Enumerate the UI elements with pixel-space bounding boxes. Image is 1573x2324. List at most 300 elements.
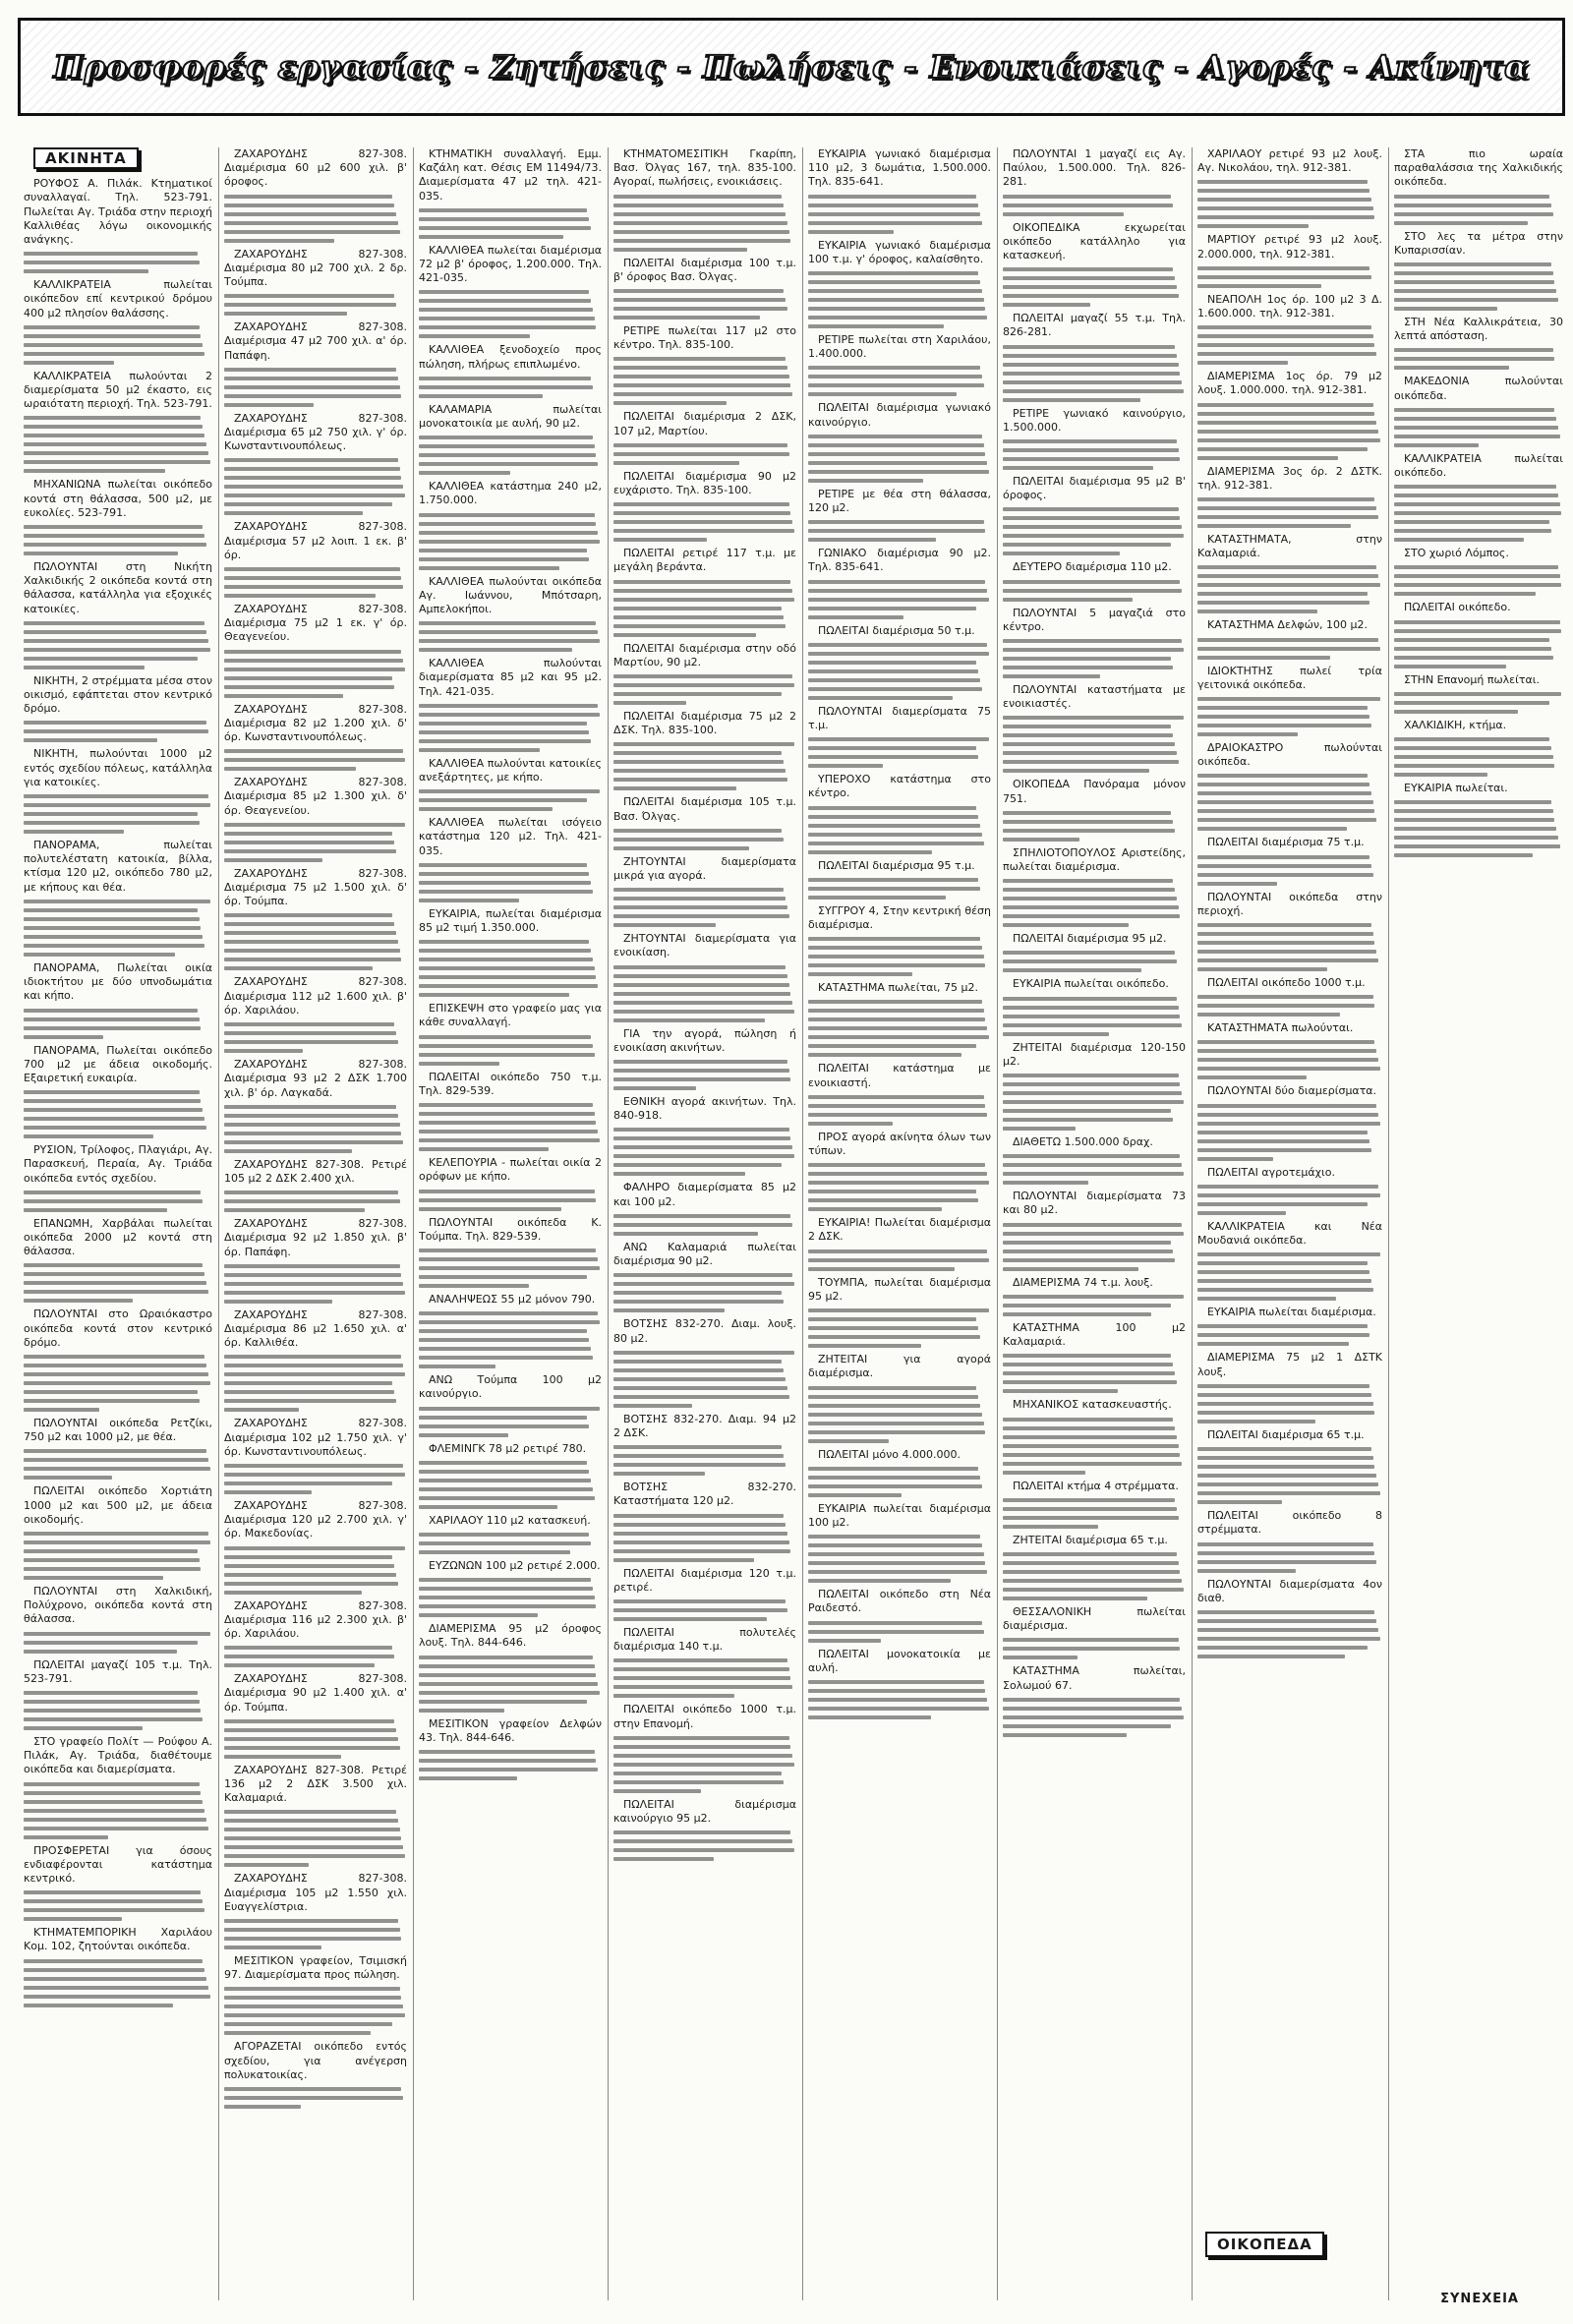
text-line	[1394, 538, 1524, 542]
text-line	[419, 730, 589, 734]
classified-ad-filler	[224, 294, 407, 316]
text-line	[1003, 1715, 1184, 1719]
text-line	[224, 2022, 392, 2026]
text-line	[24, 334, 201, 338]
text-line	[24, 543, 206, 547]
text-line	[1197, 574, 1378, 578]
text-line	[24, 460, 210, 464]
text-line	[1197, 1542, 1373, 1546]
text-line	[419, 1356, 593, 1360]
text-line	[808, 392, 957, 396]
text-line	[419, 1709, 504, 1713]
classified-ad: ΠΩΛΟΥΝΤΑΙ οικόπεδα Ρετζίκι, 750 μ2 και 1000 μ2, με θέα.	[24, 1416, 212, 1444]
text-line	[1197, 215, 1374, 219]
text-line	[1003, 1733, 1127, 1737]
text-line	[808, 1467, 978, 1471]
text-line	[613, 1676, 790, 1680]
text-line	[419, 531, 598, 535]
text-line	[224, 2087, 401, 2091]
text-line	[224, 767, 356, 771]
text-line	[613, 615, 784, 619]
text-line	[1003, 1181, 1088, 1185]
text-line	[224, 1719, 394, 1723]
column-divider	[413, 147, 414, 2300]
text-line	[1197, 818, 1376, 822]
text-line	[224, 221, 398, 225]
classified-ad-filler	[24, 1782, 212, 1839]
text-line	[24, 926, 201, 930]
classified-ad: ΕΥΚΑΙΡΙΑ πωλείται διαμέρισμα.	[1207, 1306, 1376, 1319]
text-line	[1003, 1426, 1175, 1430]
text-line	[224, 239, 334, 243]
classified-ad: ΦΛΕΜΙΝΓΚ 78 μ2 ρετιρέ 780.	[429, 1441, 587, 1455]
text-line	[613, 461, 739, 465]
classified-ad: ΚΑΛΛΙΘΕΑ πωλούνται οικόπεδα Αγ. Ιωάννου, Μπότσαρη, Αμπελοκήποι.	[419, 574, 602, 616]
text-line	[1197, 882, 1277, 886]
classified-ad: ΑΝΩ Καλαμαριά πωλείται διαμέρισμα 90 μ2.	[613, 1240, 796, 1268]
text-line	[224, 758, 405, 762]
text-line	[224, 1199, 400, 1203]
classified-ad: ΖΑΧΑΡΟΥΔΗΣ 827-308. Διαμέρισμα 86 μ2 1.650 χιλ. α' όρ. Καλλιθέα.	[224, 1307, 407, 1350]
text-line	[613, 375, 789, 378]
classified-ad: ΠΩΛΕΙΤΑΙ οικόπεδο 1000 τ.μ.	[1207, 976, 1366, 990]
text-line	[613, 1282, 794, 1286]
classified-ad: ΚΤΗΜΑΤΟΜΕΣΙΤΙΚΗ Γκαρίπη, Βασ. Όλγας 167, τηλ. 835-100. Αγοραί, πωλήσεις, ενοικιάσεις.	[613, 147, 796, 189]
text-line	[224, 922, 394, 926]
text-line	[808, 1308, 989, 1312]
text-line	[419, 1130, 598, 1133]
classifieds-column-4	[613, 147, 796, 2300]
text-line	[1394, 773, 1487, 777]
classified-ad-filler	[808, 366, 991, 396]
text-line	[1197, 352, 1376, 356]
text-line	[613, 786, 736, 790]
text-line	[24, 1108, 203, 1112]
classified-ad-filler	[224, 823, 407, 862]
classified-ad-filler	[24, 1632, 212, 1654]
text-line	[1003, 1091, 1182, 1095]
text-line	[1003, 212, 1124, 216]
text-line	[1003, 1444, 1179, 1448]
text-line	[613, 1772, 782, 1775]
classified-ad: ΠΑΝΟΡΑΜΑ, πωλείται πολυτελέστατη κατοικία, βίλλα, κτίσμα 120 μ2, οικόπεδο 780 μ2, με κήπους και θέα.	[24, 839, 212, 894]
text-line	[613, 1667, 789, 1671]
text-line	[1197, 206, 1373, 210]
text-line	[419, 1587, 593, 1591]
classified-ad-filler	[1197, 1324, 1382, 1346]
section-header-oikopeda: ΟΙΚΟΠΕΔΑ	[1205, 2232, 1324, 2257]
text-line	[419, 872, 589, 876]
classified-ad: ΔΙΑΜΕΡΙΣΜΑ 1ος όρ. 79 μ2 λουξ. 1.000.000. τηλ. 912-381.	[1197, 370, 1382, 397]
classifieds-column-2	[224, 147, 407, 2300]
text-line	[808, 1476, 980, 1480]
text-line	[613, 1386, 787, 1390]
text-line	[419, 1311, 598, 1315]
classified-ad: ΑΓΟΡΑΖΕΤΑΙ οικόπεδο εντός σχεδίου, για ανέγερση πολυκατοικίας.	[224, 2040, 407, 2081]
text-line	[808, 669, 978, 673]
text-line	[224, 303, 396, 307]
text-line	[224, 1381, 392, 1385]
text-line	[24, 1090, 200, 1094]
text-line	[419, 1700, 587, 1704]
text-line	[224, 312, 347, 316]
classified-ad: ΔΙΑΜΕΡΙΣΜΑ 75 μ2 1 ΔΣΤΚ λουξ.	[1197, 1351, 1382, 1378]
classified-ad-filler	[419, 1461, 602, 1509]
classified-ad: ΘΕΣΣΑΛΟΝΙΚΗ πωλείται διαμέρισμα.	[1003, 1604, 1186, 1633]
text-line	[613, 888, 784, 892]
classified-ad: ΠΩΛΕΙΤΑΙ οικόπεδο 8 στρέμματα.	[1197, 1509, 1382, 1537]
text-line	[1003, 195, 1171, 199]
text-line	[1003, 380, 1182, 384]
text-line	[613, 1839, 792, 1843]
classified-ad-filler	[1003, 1638, 1186, 1659]
text-line	[808, 764, 883, 768]
text-line	[808, 1335, 980, 1339]
text-line	[1003, 674, 1100, 678]
classified-ad: ΣΤΟ γραφείο Πολίτ — Ρούφου Α. Πιλάκ, Αγ. Τριάδα, διαθέτουμε οικόπεδα και διαμερίσματα.	[24, 1734, 212, 1776]
classified-ad-filler	[224, 1546, 407, 1595]
text-line	[808, 1715, 931, 1719]
text-line	[808, 1000, 982, 1004]
text-line	[1394, 656, 1553, 660]
text-line	[1197, 456, 1338, 460]
text-line	[1197, 1279, 1371, 1283]
text-line	[24, 1959, 203, 1963]
classified-ad-filler	[1197, 697, 1382, 736]
page-title: Προσφορές εργασίας - Ζητήσεις - Πωλήσεις - Ενοικιάσεις - Αγορές - Ακίνητα	[53, 48, 1530, 86]
text-line	[419, 1505, 557, 1509]
classified-ad-filler	[1197, 923, 1382, 971]
text-line	[1003, 363, 1179, 367]
text-line	[24, 1281, 206, 1285]
text-line	[1197, 932, 1373, 936]
text-line	[1197, 809, 1374, 813]
column-divider	[1388, 147, 1389, 2300]
text-line	[419, 1035, 591, 1039]
text-line	[808, 972, 912, 976]
text-line	[1003, 285, 1177, 289]
text-line	[419, 540, 600, 544]
classified-ad-filler	[224, 1919, 407, 1949]
classified-ad-filler	[419, 863, 602, 902]
classified-ad: ΠΩΛΟΥΝΤΑΙ διαμερίσματα 4ον διαθ.	[1197, 1577, 1382, 1604]
text-line	[24, 1809, 204, 1813]
text-line	[1394, 701, 1549, 705]
classified-ad-filler	[808, 737, 991, 768]
text-line	[613, 1018, 765, 1022]
text-line	[613, 1857, 714, 1861]
text-line	[24, 269, 148, 273]
classified-ad: ΠΩΛΟΥΝΤΑΙ 5 μαγαζιά στο κέντρο.	[1003, 606, 1186, 633]
classified-ad-filler	[419, 1578, 602, 1617]
classified-ad: ΕΥΖΩΝΩΝ 100 μ2 ρετιρέ 2.000.	[429, 1558, 601, 1572]
classified-ad-filler	[1003, 1418, 1186, 1475]
text-line	[419, 1596, 595, 1599]
text-line	[808, 963, 985, 967]
text-line	[224, 685, 394, 689]
text-line	[24, 1968, 204, 1972]
text-line	[1394, 755, 1553, 759]
text-line	[1003, 1074, 1179, 1077]
classified-ad: ΚΑΤΑΣΤΗΜΑΤΑ πωλούνται.	[1207, 1021, 1354, 1035]
classified-ad-filler	[1003, 507, 1186, 555]
text-line	[24, 1632, 210, 1636]
text-line	[224, 1810, 396, 1814]
classified-ad: ΟΙΚΟΠΕΔΙΚΑ εκχωρείται οικόπεδο κατάλληλο για κατασκευή.	[1003, 220, 1186, 262]
text-line	[24, 361, 114, 365]
classified-ad-filler	[1394, 692, 1563, 714]
text-line	[1003, 1507, 1177, 1511]
text-line	[808, 366, 980, 370]
text-line	[1003, 1380, 1177, 1384]
classified-ad: ΚΑΛΛΙΘΕΑ πωλούνται κατοικίες ανεξάρτητες, με κήπο.	[419, 756, 602, 784]
text-line	[1003, 1525, 1098, 1529]
text-line	[808, 1621, 982, 1625]
classified-ad: ΠΩΛΕΙΤΑΙ διαμέρισμα στην οδό Μαρτίου, 90 μ2.	[613, 641, 796, 668]
classified-ad-filler	[1003, 580, 1186, 602]
classifieds-column-3	[419, 147, 602, 2300]
classified-ad: ΠΩΛΟΥΝΤΑΙ διαμερίσματα 75 τ.μ.	[808, 704, 991, 732]
text-line	[224, 931, 396, 935]
text-line	[224, 1273, 401, 1277]
text-line	[419, 630, 598, 634]
classifieds-column-8	[1394, 147, 1563, 2300]
text-line	[419, 1365, 495, 1368]
text-line	[1003, 1267, 1138, 1271]
text-line	[224, 1372, 405, 1376]
text-line	[1197, 583, 1380, 587]
classified-ad-filler	[613, 1445, 796, 1476]
text-line	[419, 1053, 595, 1057]
text-line	[1003, 1698, 1180, 1702]
text-line	[224, 1655, 394, 1658]
classified-ad-filler	[24, 621, 212, 669]
text-line	[419, 1062, 499, 1066]
text-line	[1197, 1122, 1380, 1126]
classified-ad: ΚΑΤΑΣΤΗΜΑ 100 μ2 Καλαμαριά.	[1003, 1320, 1186, 1349]
text-line	[613, 1232, 758, 1236]
text-line	[419, 789, 600, 793]
classified-ad: ΡΕΤΙΡΕ πωλείται 117 μ2 στο κέντρο. Τηλ. 835-100.	[613, 324, 796, 352]
text-line	[1197, 1402, 1373, 1406]
classified-ad-filler	[613, 1351, 796, 1408]
text-line	[808, 212, 980, 216]
text-line	[419, 1407, 600, 1411]
classified-ad-filler	[1197, 1104, 1382, 1161]
classified-ad: ΕΥΚΑΙΡΙΑ γωνιακό διαμέρισμα 100 τ.μ. γ' όροφος, καλαίσθητο.	[808, 238, 991, 265]
text-line	[1197, 1619, 1376, 1623]
classified-ad-filler	[24, 1532, 212, 1580]
text-line	[613, 905, 787, 909]
text-line	[808, 1317, 976, 1321]
classified-ad: ΖΑΧΑΡΟΥΔΗΣ 827-308. Ρετιρέ 136 μ2 2 ΔΣΚ 3.500 χιλ. Καλαμαριά.	[224, 1763, 407, 1805]
classified-ad-filler	[224, 1191, 407, 1212]
classified-ad: ΠΩΛΕΙΤΑΙ διαμέρισμα 120 τ.μ. ρετιρέ.	[613, 1566, 796, 1594]
text-line	[1394, 583, 1561, 587]
text-line	[613, 1060, 787, 1064]
text-line	[24, 261, 200, 264]
classified-ad-filler	[1003, 345, 1186, 402]
classified-ad-filler	[1197, 565, 1382, 613]
classified-ad-filler	[1003, 1295, 1186, 1316]
text-line	[1197, 1157, 1273, 1161]
text-line	[224, 1291, 405, 1295]
text-line	[224, 1022, 394, 1026]
text-line	[613, 289, 784, 293]
text-line	[1003, 914, 1180, 918]
text-line	[1197, 1288, 1373, 1292]
classified-ad: ΜΕΣΙΤΙΚΟΝ γραφείον, Τσιμισκή 97. Διαμερίσματα προς πώληση.	[224, 1953, 407, 1982]
text-line	[1003, 888, 1175, 892]
text-line	[613, 923, 716, 927]
text-line	[419, 993, 569, 997]
text-line	[24, 434, 204, 437]
text-line	[224, 594, 376, 598]
classified-ad-filler	[24, 416, 212, 473]
text-line	[24, 908, 198, 912]
text-line	[808, 1707, 989, 1711]
text-line	[808, 1095, 984, 1099]
text-line	[419, 1284, 529, 1288]
text-line	[808, 538, 936, 542]
classified-ad: ΠΩΛΕΙΤΑΙ κατάστημα με ενοικιαστή.	[808, 1062, 991, 1089]
text-line	[419, 1044, 593, 1048]
text-line	[808, 1344, 921, 1348]
text-line	[419, 1776, 517, 1780]
text-line	[613, 1368, 784, 1372]
text-line	[1197, 180, 1368, 184]
text-line	[1394, 737, 1549, 741]
text-line	[1197, 601, 1369, 605]
text-line	[419, 890, 593, 894]
text-line	[24, 1650, 177, 1654]
text-line	[1003, 716, 1184, 720]
classified-ad: ΠΑΝΟΡΑΜΑ, Πωλείται οικόπεδο 700 μ2 με άδεια οικοδομής. Εξαιρετική ευκαιρία.	[24, 1043, 212, 1084]
text-line	[808, 316, 987, 320]
classified-ad: ΚΑΛΛΙΘΕΑ πωλείται ισόγειο κατάστημα 120 μ2. Τηλ. 421-035.	[419, 816, 602, 857]
text-line	[224, 1863, 309, 1867]
classified-ad: ΖΑΧΑΡΟΥΔΗΣ 827-308. Διαμέρισμα 57 μ2 λοιπ. 1 εκ. β' όρ.	[224, 520, 407, 561]
classified-ad-filler	[1003, 1698, 1186, 1737]
text-line	[1197, 1646, 1368, 1650]
classified-ad-filler	[808, 1680, 991, 1719]
classified-ad-filler	[1003, 1223, 1186, 1271]
text-line	[808, 307, 985, 311]
text-line	[1197, 1411, 1374, 1415]
text-line	[1197, 1013, 1340, 1017]
text-line	[24, 1800, 203, 1804]
classified-ad-filler	[1394, 195, 1563, 225]
text-line	[613, 683, 794, 687]
text-line	[613, 589, 792, 593]
text-line	[224, 823, 405, 827]
text-line	[24, 953, 175, 957]
text-line	[1003, 466, 1153, 470]
text-line	[808, 383, 984, 387]
text-line	[613, 1273, 792, 1277]
text-line	[613, 846, 749, 850]
classified-ad-filler	[1003, 951, 1186, 972]
text-line	[224, 2013, 405, 2017]
text-line	[808, 1326, 978, 1330]
text-line	[808, 746, 976, 750]
text-line	[224, 1819, 398, 1823]
text-line	[419, 1470, 589, 1474]
text-line	[24, 1700, 200, 1704]
column-divider	[1192, 147, 1193, 2300]
text-line	[808, 615, 903, 619]
text-line	[1197, 995, 1373, 999]
text-line	[24, 352, 204, 356]
classified-ad: ΚΑΛΛΙΚΡΑΤΕΙΑ και Νέα Μουδανιά οικόπεδα.	[1197, 1219, 1382, 1248]
text-line	[419, 317, 595, 320]
text-line	[1197, 1420, 1315, 1423]
classified-ad-filler	[24, 1959, 212, 2007]
classified-ad: ΠΩΛΕΙΤΑΙ διαμέρισμα 75 τ.μ.	[1207, 836, 1365, 849]
classified-ad-filler	[24, 900, 212, 957]
text-line	[419, 807, 553, 811]
text-line	[224, 1149, 352, 1153]
classified-ad-filler	[808, 806, 991, 854]
text-line	[808, 1198, 978, 1202]
classified-ad: ΣΤΟ χωριό Λόμπος.	[1404, 547, 1509, 560]
text-line	[808, 1413, 982, 1417]
text-line	[24, 1026, 201, 1030]
text-line	[1003, 1561, 1179, 1565]
classified-ad-filler	[1003, 716, 1186, 773]
classified-ad: ΕΥΚΑΙΡΙΑ, πωλείται διαμέρισμα 85 μ2 τιμή 1.350.000.	[419, 906, 602, 935]
classified-ad-filler	[1003, 195, 1186, 216]
text-line	[1003, 951, 1175, 955]
text-line	[613, 965, 786, 969]
text-line	[808, 678, 980, 682]
text-line	[613, 239, 790, 243]
text-line	[419, 1198, 596, 1202]
text-line	[1003, 751, 1177, 755]
text-line	[419, 1487, 593, 1491]
text-line	[1394, 348, 1553, 352]
classified-ad-filler	[808, 1095, 991, 1126]
text-line	[613, 383, 790, 387]
text-line	[24, 1782, 200, 1786]
text-line	[419, 958, 593, 961]
text-line	[1394, 502, 1560, 506]
classified-ad-filler	[1197, 180, 1382, 228]
text-line	[1197, 438, 1380, 442]
classified-ad-filler	[419, 208, 602, 239]
text-line	[24, 1372, 208, 1376]
text-line	[224, 377, 398, 380]
classified-ad: ΖΑΧΑΡΟΥΔΗΣ 827-308. Διαμέρισμα 120 μ2 2.700 χιλ. γ' όρ. Μακεδονίας.	[224, 1498, 407, 1540]
classified-ad-filler	[24, 721, 212, 742]
text-line	[808, 1484, 982, 1488]
classified-ad: ΠΩΛΟΥΝΤΑΙ οικόπεδα Κ. Τούμπα. Τηλ. 829-539.	[419, 1215, 602, 1243]
text-line	[419, 385, 593, 389]
text-line	[24, 1995, 210, 1999]
text-line	[24, 525, 203, 529]
text-line	[24, 648, 210, 652]
text-line	[224, 1282, 403, 1286]
text-line	[808, 221, 982, 225]
text-line	[1003, 1516, 1179, 1520]
text-line	[613, 692, 782, 696]
text-line	[224, 1573, 396, 1577]
classified-ad-filler	[1003, 1154, 1186, 1185]
text-line	[1003, 838, 1079, 842]
text-line	[1197, 610, 1317, 613]
text-line	[808, 1190, 976, 1193]
classified-ad-filler	[1394, 620, 1563, 668]
